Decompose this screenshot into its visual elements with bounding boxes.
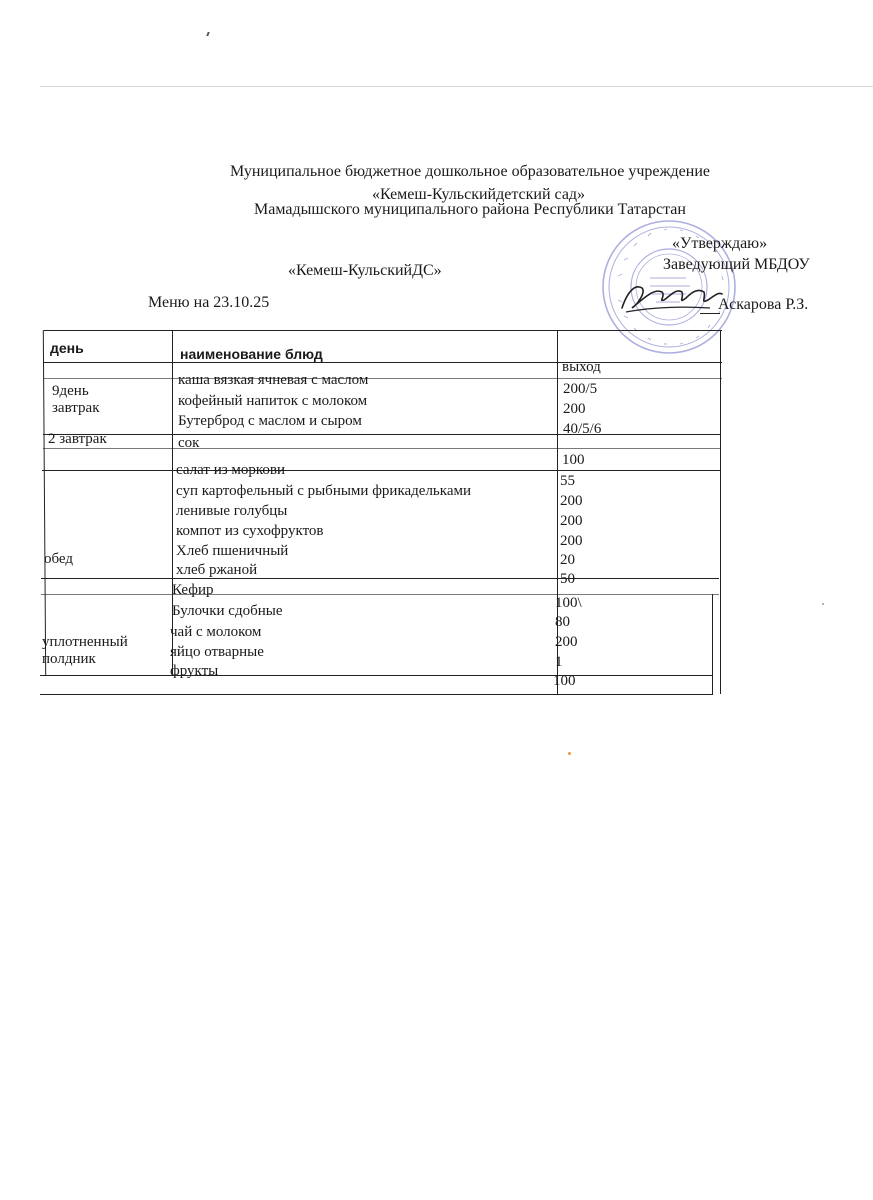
institution-name-line-1: Муниципальное бюджетное дошкольное образовательное учреждение: [230, 163, 710, 180]
output-cell: 200: [555, 634, 578, 650]
scan-edge-line: [40, 86, 873, 87]
menu-date: Меню на 23.10.25: [148, 294, 270, 311]
signature-underline: [700, 313, 720, 314]
dish-cell: салат из моркови: [176, 462, 286, 478]
output-cell: 100: [562, 452, 585, 468]
output-cell: 200: [560, 493, 583, 509]
output-cell: 200: [563, 401, 586, 417]
dish-cell: сок: [178, 435, 200, 451]
approval-label: «Утверждаю»: [672, 235, 768, 252]
day-cell: уплотненный: [42, 634, 128, 650]
scan-artifact-mark: [206, 32, 209, 36]
dish-cell: чай с молоком: [170, 624, 262, 640]
dish-cell: хлеб ржаной: [176, 562, 258, 578]
dish-cell: каша вязкая ячневая с маслом: [178, 372, 369, 388]
dish-cell: Булочки сдобные: [172, 603, 283, 619]
day-cell: полдник: [42, 651, 96, 667]
institution-short-name: «Кемеш-КульскийДС»: [288, 262, 442, 279]
output-cell: 200/5: [563, 381, 598, 397]
day-cell: завтрак: [52, 400, 100, 416]
output-cell: 55: [560, 473, 575, 489]
output-cell: 80: [555, 614, 570, 630]
handwritten-signature-icon: [618, 278, 728, 318]
scan-artifact-dot: [568, 752, 571, 755]
column-header-day: день: [50, 340, 84, 356]
dish-cell: Хлеб пшеничный: [176, 543, 289, 559]
institution-name-line-2: «Кемеш-Кульскийдетский сад»: [372, 186, 586, 203]
dish-cell: компот из сухофруктов: [176, 523, 324, 539]
head-title: Заведующий МБДОУ: [663, 256, 810, 273]
dish-cell: суп картофельный с рыбными фрикадельками: [176, 483, 472, 499]
output-cell: 100: [553, 673, 576, 689]
output-cell: 200: [560, 533, 583, 549]
output-cell: 1: [555, 654, 563, 670]
output-cell: 200: [560, 513, 583, 529]
column-header-dishes: наименование блюд: [180, 346, 323, 362]
day-cell: обед: [44, 551, 74, 567]
institution-name-line-3: Мамадышского муниципального района Республики Татарстан: [254, 201, 686, 218]
signer-name: Аскарова Р.З.: [718, 296, 809, 313]
column-header-output: выход: [562, 359, 601, 375]
day-cell: 2 завтрак: [48, 431, 107, 447]
output-cell: 20: [560, 552, 575, 568]
dish-cell: кофейный напиток с молоком: [178, 393, 368, 409]
dish-cell: Кефир: [172, 582, 214, 598]
dish-cell: Бутерброд с маслом и сыром: [178, 413, 362, 429]
day-cell: 9день: [52, 383, 89, 399]
scan-artifact-dot-2: [822, 603, 824, 605]
output-cell: 50: [560, 571, 575, 587]
output-cell: 100\: [555, 595, 582, 611]
output-cell: 40/5/6: [563, 421, 602, 437]
dish-cell: ленивые голубцы: [176, 503, 288, 519]
dish-cell: яйцо отварные: [170, 644, 264, 660]
dish-cell: фрукты: [170, 663, 219, 679]
